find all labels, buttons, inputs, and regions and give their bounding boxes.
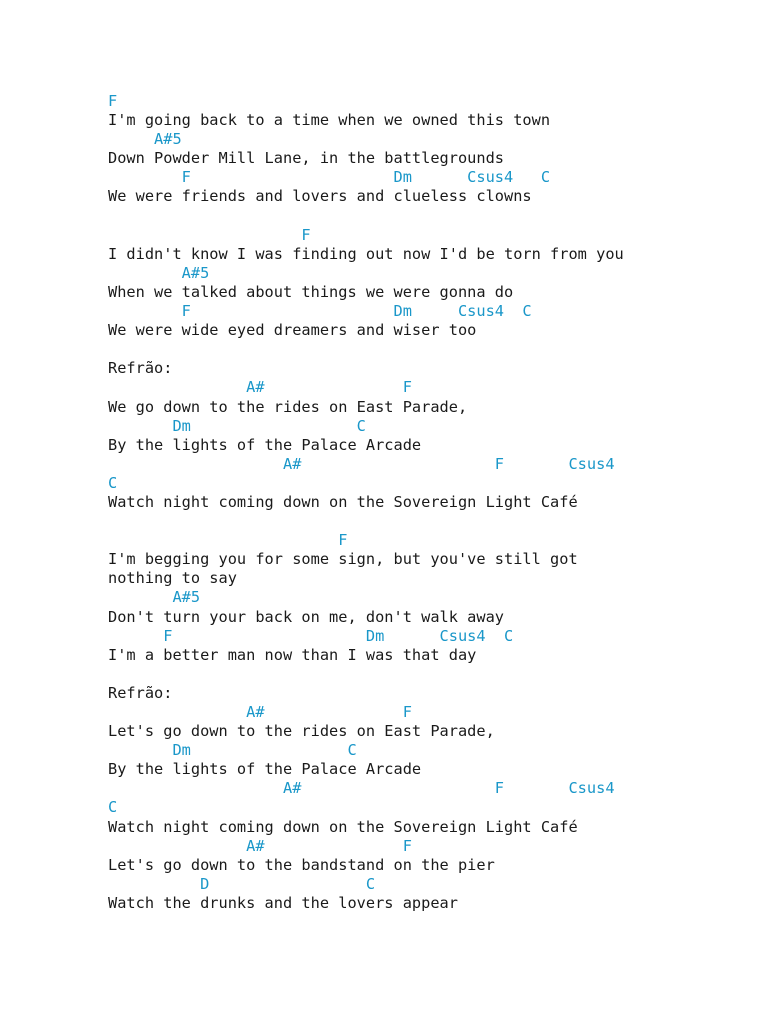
section-label: Refrão: xyxy=(108,359,173,378)
lyric-line: Watch night coming down on the Sovereign Light Café xyxy=(108,817,578,836)
chord-line: A# F xyxy=(108,378,412,397)
section-label: Refrão: xyxy=(108,683,173,702)
chord-line: F Dm Csus4 C xyxy=(108,302,532,321)
blank-line xyxy=(108,340,624,359)
chord-line: Dm C xyxy=(108,416,366,435)
chord-line: F Dm Csus4 C xyxy=(108,626,514,645)
lyric-line: We were friends and lovers and clueless clowns xyxy=(108,187,532,206)
lyric-line: Watch the drunks and the lovers appear xyxy=(108,893,458,912)
lyric-line: Let's go down to the rides on East Parade, xyxy=(108,722,495,741)
lyric-line: When we talked about things we were gonna do xyxy=(108,282,514,301)
lyric-line: Let's go down to the bandstand on the pier xyxy=(108,855,495,874)
chord-line: A# F Csus4 xyxy=(108,454,615,473)
lyric-line: I'm going back to a time when we owned this town xyxy=(108,111,551,130)
chord-line: A# F xyxy=(108,836,412,855)
lyric-line: I didn't know I was finding out now I'd be torn from you xyxy=(108,244,624,263)
lyric-line: By the lights of the Palace Arcade xyxy=(108,760,422,779)
blank-line xyxy=(108,665,624,684)
lyric-line: I'm a better man now than I was that day xyxy=(108,645,477,664)
chord-line: A#5 xyxy=(108,130,182,149)
chord-sheet xyxy=(108,92,624,913)
chord-line: C xyxy=(108,798,118,817)
lyric-line: We go down to the rides on East Parade, xyxy=(108,397,468,416)
lyric-line: Watch night coming down on the Sovereign Light Café xyxy=(108,492,578,511)
chord-line: F xyxy=(108,225,311,244)
chord-line: A# F Csus4 xyxy=(108,779,615,798)
chord-line: C xyxy=(108,473,118,492)
chord-line: A# F xyxy=(108,703,412,721)
chord-line: F xyxy=(108,531,348,550)
lyric-line: Don't turn your back on me, don't walk away xyxy=(108,607,505,626)
blank-line xyxy=(108,207,624,226)
chord-line: F xyxy=(108,92,118,110)
lyric-line: I'm begging you for some sign, but you've still got xyxy=(108,550,578,569)
lyric-line: Down Powder Mill Lane, in the battlegrounds xyxy=(108,149,505,168)
chord-line: Dm C xyxy=(108,741,357,760)
chord-line: A#5 xyxy=(108,263,210,282)
blank-line xyxy=(108,512,624,531)
lyric-line: By the lights of the Palace Arcade xyxy=(108,435,422,454)
chord-line: A#5 xyxy=(108,588,201,607)
lyric-line: nothing to say xyxy=(108,569,237,588)
lyric-line: We were wide eyed dreamers and wiser too xyxy=(108,321,477,340)
chord-line: F Dm Csus4 C xyxy=(108,168,551,187)
chord-line: D C xyxy=(108,874,376,893)
